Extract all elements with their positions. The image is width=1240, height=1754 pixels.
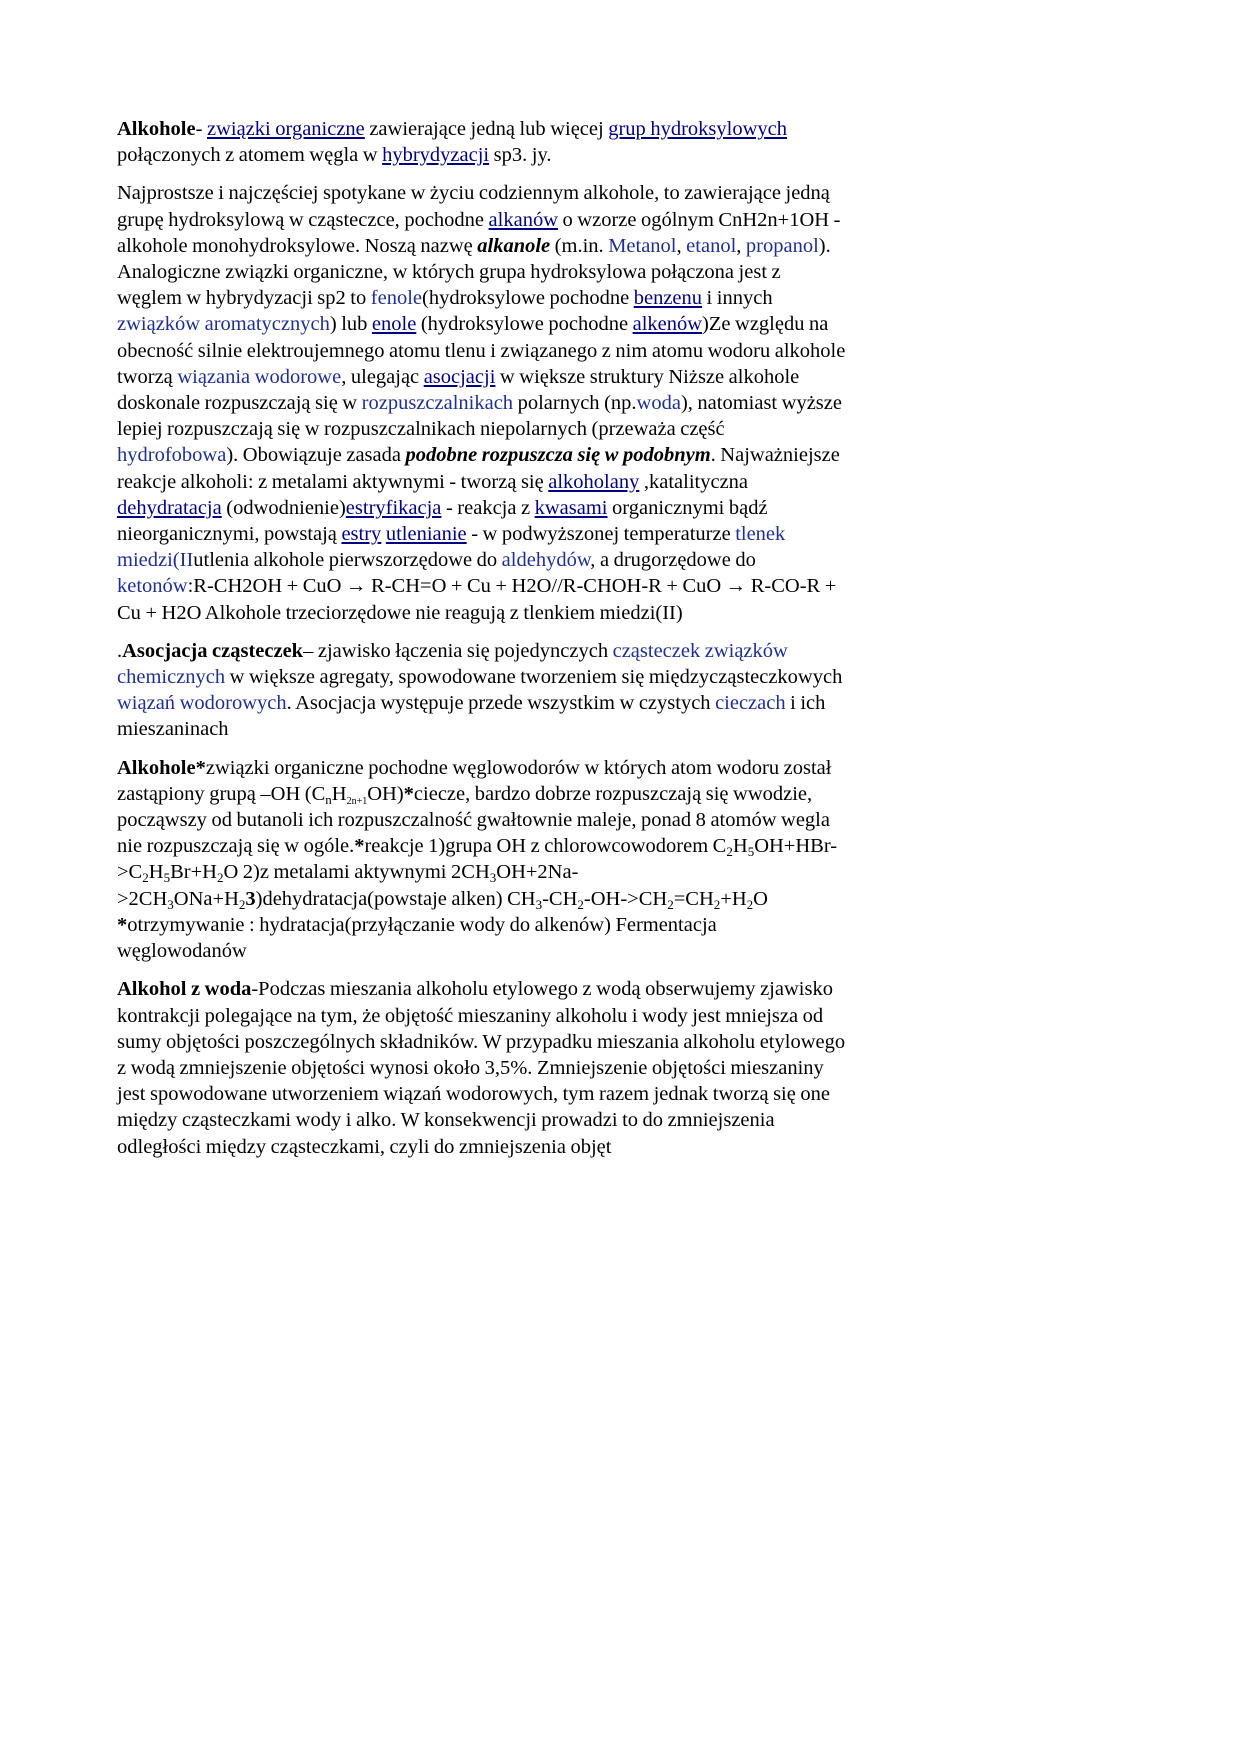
link-fenole[interactable]: fenole xyxy=(370,287,422,310)
intro-paragraph xyxy=(117,116,947,168)
text-fragment: mieszaninach xyxy=(117,718,229,741)
link-kwasami[interactable]: kwasami xyxy=(534,496,608,519)
text-fragment: związki organiczne pochodne węglowodorów w których atom wodoru został xyxy=(205,756,832,779)
bullet-star: * xyxy=(403,782,414,805)
text-line xyxy=(117,1107,947,1133)
text-fragment: utlenia alkohole pierwszorzędowe do xyxy=(193,549,502,572)
link-czasteczek-zwiazkow[interactable]: cząsteczek związków xyxy=(612,639,788,662)
text-fragment: reakcje alkoholi: z metalami aktywnymi - tworzą się xyxy=(117,470,549,493)
text-line xyxy=(117,664,947,690)
subscript: 5 xyxy=(163,870,171,886)
text-fragment: grupę hydroksylową w cząsteczce, pochodne xyxy=(117,208,489,231)
text-fragment: O 2)z metalami aktywnymi 2CH xyxy=(223,861,490,884)
subscript: 3 xyxy=(489,870,497,886)
text-fragment: polarnych (np. xyxy=(513,392,637,415)
link-dehydratacja[interactable]: dehydratacja xyxy=(117,496,222,519)
text-fragment: o wzorze ogólnym CnH2n+1OH - xyxy=(558,208,841,231)
text-line xyxy=(117,233,947,259)
text-fragment: , a drugorzędowe do xyxy=(590,549,756,572)
text-fragment: :R-CH2OH + CuO → R-CH=O + Cu + H2O//R-CHOH-R + CuO → R-CO-R + xyxy=(187,575,837,598)
text-fragment: w większe struktury Niższe alkohole xyxy=(495,365,800,388)
text-fragment: OH+2Na- xyxy=(496,861,579,884)
text-fragment: Cu + H2O Alkohole trzeciorzędowe nie reagują z tlenkiem miedzi(II) xyxy=(117,601,683,624)
link-zwiazki-organiczne[interactable]: związki organiczne xyxy=(206,118,365,140)
text-fragment: między cząsteczkami wody i alko. W konsekwencji prowadzi to do zmniejszenia xyxy=(117,1109,775,1132)
link-grup-hydroksylowych[interactable]: grup hydroksylowych xyxy=(608,118,787,140)
subscript: 3 xyxy=(535,896,543,912)
text-fragment: alkohole monohydroksylowe. Noszą nazwę xyxy=(117,234,478,257)
document-page xyxy=(117,116,947,1172)
text-fragment: połączonych z atomem węgla w xyxy=(117,144,383,167)
text-fragment: obecność silnie elektroujemnego atomu tlenu i związanego z nim atomu wodoru alkohole xyxy=(117,339,846,362)
association-paragraph xyxy=(117,638,947,743)
text-line xyxy=(117,495,947,521)
text-line xyxy=(117,259,947,285)
subscript: 2 xyxy=(238,896,246,912)
text-fragment: (m.in. xyxy=(550,234,609,257)
text-line xyxy=(117,338,947,364)
subscript: 2 xyxy=(667,896,674,912)
text-fragment: , ulegając xyxy=(341,365,424,388)
heading-alkohole: Alkohole xyxy=(117,118,196,140)
text-fragment: (hydroksylowe pochodne xyxy=(416,313,633,336)
text-line xyxy=(117,859,947,885)
link-rozpuszczalnikach[interactable]: rozpuszczalnikach xyxy=(361,392,514,415)
text-line xyxy=(117,1029,947,1055)
link-tlenek[interactable]: tlenek xyxy=(735,523,786,546)
text-fragment: węglem w hybrydyzacji sp2 to xyxy=(117,287,371,310)
text-line xyxy=(117,833,947,859)
text-fragment: (odwodnienie) xyxy=(221,496,346,519)
text-line xyxy=(117,207,947,233)
text-fragment: jest spowodowane utworzeniem wiązań wodorowych, tym razem jednak tworzą się one xyxy=(117,1083,830,1106)
text-fragment: począwszy od butanoli ich rozpuszczalność gwałtownie maleje, ponad 8 atomów wegla xyxy=(117,809,830,832)
text-fragment: węglowodanów xyxy=(117,940,247,963)
subscript: n xyxy=(325,791,332,807)
text-line xyxy=(117,755,947,781)
text-fragment: )dehydratacja(powstaje alken) CH xyxy=(255,887,536,910)
text-line xyxy=(117,976,947,1002)
text-line xyxy=(117,390,947,416)
text-fragment: Br+H xyxy=(170,861,217,884)
text-fragment: , xyxy=(736,234,746,257)
text-fragment: ) lub xyxy=(329,313,372,336)
text-fragment: . xyxy=(117,639,123,662)
text-line xyxy=(117,690,947,716)
link-woda[interactable]: woda xyxy=(636,392,681,415)
text-fragment: odległości między cząsteczkami, czyli do zmniejszenia objęt xyxy=(117,1135,612,1158)
link-hybrydyzacji[interactable]: hybrydyzacji xyxy=(382,144,490,167)
text-fragment: i ich xyxy=(785,692,826,715)
link-enole[interactable]: enole xyxy=(371,313,417,336)
subscript: 2 xyxy=(713,896,721,912)
link-wiazan-wodorowych[interactable]: wiązań wodorowych xyxy=(117,692,287,715)
text-fragment: =CH xyxy=(673,887,714,910)
text-fragment: . Najważniejsze xyxy=(710,444,840,467)
list-number: 3 xyxy=(245,887,256,910)
text-fragment: -OH->CH xyxy=(583,887,668,910)
text-fragment: ciecze, bardzo dobrze rozpuszczają się wwodzie, xyxy=(413,782,813,805)
text-fragment: O xyxy=(753,887,768,910)
text-line xyxy=(117,600,947,626)
link-zwiazkow-aromatycznych[interactable]: związków aromatycznych xyxy=(117,313,330,336)
subscript: 2 xyxy=(142,870,149,886)
text-line xyxy=(117,1081,947,1107)
text-fragment: >C xyxy=(117,861,143,884)
text-line xyxy=(117,142,947,168)
text-line xyxy=(117,521,947,547)
link-utlenianie[interactable]: utlenianie xyxy=(385,523,467,546)
text-fragment: zawierające jedną lub więcej xyxy=(364,118,609,140)
text-line xyxy=(117,547,947,573)
text-fragment: tworzą xyxy=(117,365,178,388)
link-alkoholany[interactable]: alkoholany xyxy=(548,470,640,493)
text-fragment: - reakcja z xyxy=(441,496,535,519)
text-line xyxy=(117,1003,947,1029)
text-line xyxy=(117,116,947,142)
link-asocjacji[interactable]: asocjacji xyxy=(423,365,496,388)
text-line xyxy=(117,938,947,964)
text-fragment: ONa+H xyxy=(173,887,239,910)
text-line xyxy=(117,311,947,337)
text-fragment: reakcje 1)grupa OH z chlorowcowodorem C xyxy=(364,835,727,858)
link-ketonow[interactable]: ketonów xyxy=(117,575,188,598)
text-fragment: -CH xyxy=(542,887,578,910)
text-fragment: +H xyxy=(720,887,747,910)
link-hydrofobowa[interactable]: hydrofobowa xyxy=(117,444,227,467)
link-estry[interactable]: estry xyxy=(341,523,382,546)
text-fragment: OH) xyxy=(367,782,404,805)
text-fragment: H xyxy=(148,861,164,884)
text-fragment: ). Obowiązuje zasada xyxy=(226,444,406,467)
text-line xyxy=(117,716,947,742)
text-fragment: -Podczas mieszania alkoholu etylowego z wodą obserwujemy zjawisko xyxy=(251,978,833,1001)
text-fragment: ), natomiast wyższe xyxy=(680,392,842,415)
text-fragment: Najprostsze i najczęściej spotykane w życiu codziennym alkohole, to zawierające jedną xyxy=(117,182,830,205)
text-fragment: >2CH xyxy=(117,887,168,910)
text-fragment: Analogiczne związki organiczne, w których grupa hydroksylowa połączona jest z xyxy=(117,261,781,284)
alcohol-water-paragraph xyxy=(117,976,947,1159)
heading-asocjacja: Asocjacja cząsteczek xyxy=(122,639,304,662)
text-fragment: H xyxy=(732,835,748,858)
text-fragment: – zjawisko łączenia się pojedynczych xyxy=(303,639,613,662)
subscript: 2 xyxy=(746,896,754,912)
text-fragment: lepiej rozpuszczają się w rozpuszczalnikach niepolarnych (przeważa część xyxy=(117,418,725,441)
text-fragment: sp3. jy. xyxy=(489,144,552,167)
link-propanol[interactable]: propanol xyxy=(745,234,819,257)
text-fragment: nieorganicznymi, powstają xyxy=(117,523,342,546)
link-cieczach[interactable]: cieczach xyxy=(715,692,786,715)
text-fragment: kontrakcji polegające na tym, że objętość mieszaniny alkoholu i wody jest mniejsza od xyxy=(117,1004,824,1027)
text-fragment: ). xyxy=(818,234,831,257)
text-fragment: , xyxy=(676,234,687,257)
link-miedzi[interactable]: miedzi(II xyxy=(117,549,194,572)
text-line xyxy=(117,180,947,206)
text-fragment: otrzymywanie : hydratacja(przyłączanie wody do alkenów) Fermentacja xyxy=(127,913,717,936)
term-podobne-rozpuszcza: podobne rozpuszcza się w podobnym xyxy=(405,444,711,467)
text-line xyxy=(117,807,947,833)
subscript: 2n+1 xyxy=(346,795,368,807)
text-line xyxy=(117,416,947,442)
text-fragment: H xyxy=(331,782,347,805)
link-wiazania-wodorowe[interactable]: wiązania wodorowe xyxy=(177,365,342,388)
heading-alkohole-star: Alkohole* xyxy=(117,756,206,779)
text-line xyxy=(117,912,947,938)
term-alkanole: alkanole xyxy=(477,234,551,257)
text-fragment: (hydroksylowe pochodne xyxy=(422,287,634,310)
link-chemicznych[interactable]: chemicznych xyxy=(117,666,226,689)
subscript: 3 xyxy=(167,896,174,912)
text-fragment: organicznymi bądź xyxy=(607,496,768,519)
text-line xyxy=(117,573,947,599)
link-alkenow[interactable]: alkenów xyxy=(632,313,703,336)
subscript: 2 xyxy=(726,844,733,860)
text-fragment: . Asocjacja występuje przede wszystkim w czystych xyxy=(286,692,716,715)
subscript: 5 xyxy=(747,844,755,860)
text-fragment: )Ze względu na xyxy=(702,313,829,336)
text-fragment: w większe agregaty, spowodowane tworzeniem się międzycząsteczkowych xyxy=(225,666,843,689)
text-line xyxy=(117,285,947,311)
text-line xyxy=(117,886,947,912)
text-line xyxy=(117,469,947,495)
text-fragment: ,katalityczna xyxy=(639,470,749,493)
text-line xyxy=(117,442,947,468)
subscript: 2 xyxy=(216,870,224,886)
heading-alkohol-z-woda: Alkohol z woda xyxy=(117,978,252,1001)
text-fragment: nie rozpuszczają się w ogóle. xyxy=(117,835,355,858)
link-metanol[interactable]: Metanol xyxy=(608,234,677,257)
text-fragment: sumy objętości poszczególnych składników. W przypadku mieszania alkoholu etylowego xyxy=(117,1030,846,1053)
alcohol-description-paragraph xyxy=(117,180,947,625)
alcohol-notes-paragraph xyxy=(117,755,947,965)
text-fragment: i innych xyxy=(702,287,773,310)
bullet-star: * xyxy=(117,913,128,936)
text-line xyxy=(117,638,947,664)
link-alkanow[interactable]: alkanów xyxy=(488,208,558,231)
link-aldehydow[interactable]: aldehydów xyxy=(501,549,591,572)
text-fragment: doskonale rozpuszczają się w xyxy=(117,392,362,415)
text-line xyxy=(117,1055,947,1081)
text-fragment: - w podwyższonej temperaturze xyxy=(466,523,736,546)
link-estryfikacja[interactable]: estryfikacja xyxy=(345,496,442,519)
bullet-star: * xyxy=(354,835,365,858)
text-fragment: zastąpiony grupą –OH (C xyxy=(117,782,326,805)
text-line xyxy=(117,364,947,390)
text-line xyxy=(117,1134,947,1160)
link-benzenu[interactable]: benzenu xyxy=(633,287,703,310)
link-etanol[interactable]: etanol xyxy=(686,234,737,257)
text-fragment: z wodą zmniejszenie objętości wynosi około 3,5%. Zmniejszenie objętości mieszaniny xyxy=(117,1056,824,1079)
subscript: 2 xyxy=(577,896,584,912)
text-fragment: - xyxy=(195,118,207,140)
text-fragment: OH+HBr- xyxy=(754,835,838,858)
text-line xyxy=(117,781,947,807)
